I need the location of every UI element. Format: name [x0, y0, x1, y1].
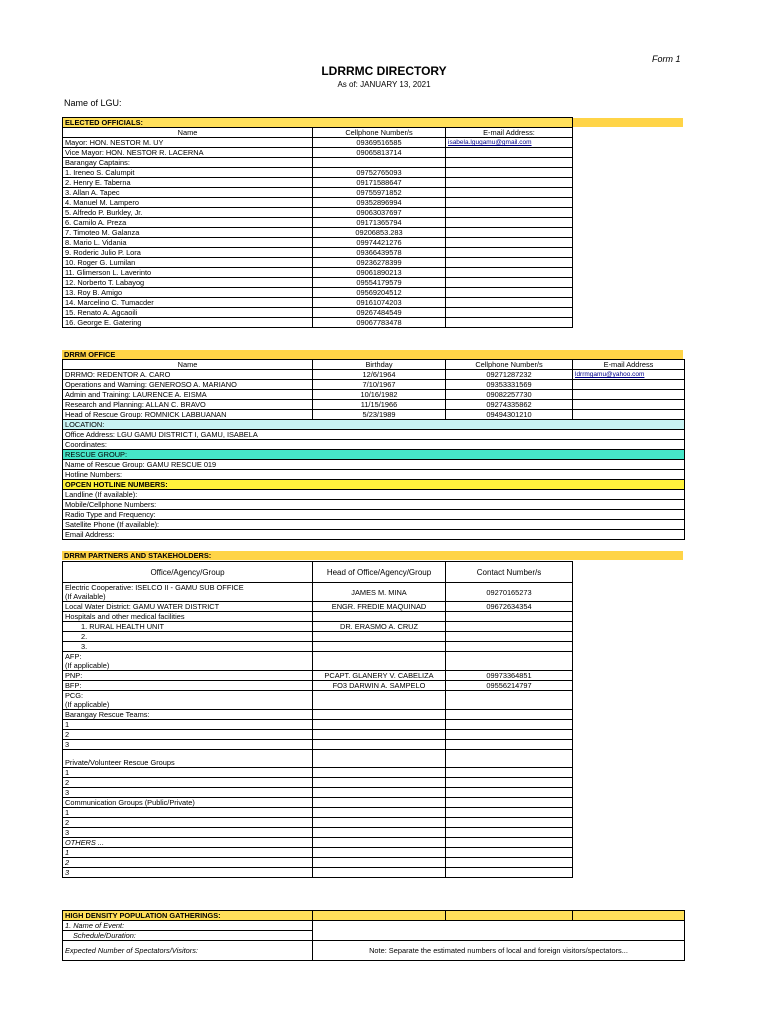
- official-cellphone: 09352896994: [313, 198, 446, 208]
- official-cellphone: [313, 158, 446, 168]
- list-item: 2: [63, 858, 313, 868]
- official-name: 3. Allan A. Tapec: [63, 188, 313, 198]
- section-header-drrm-office: DRRM OFFICE: [64, 350, 116, 359]
- electric-coop-contact: 09270165273: [446, 583, 573, 602]
- staff-email: [573, 390, 685, 400]
- official-email: [446, 288, 573, 298]
- column-header-birthday: Birthday: [313, 360, 446, 370]
- official-cellphone: 09755971852: [313, 188, 446, 198]
- official-email: [446, 158, 573, 168]
- staff-email: [573, 380, 685, 390]
- opcen-rows: [63, 490, 685, 540]
- table-row: [63, 208, 573, 218]
- official-name: Barangay Captains:: [63, 158, 313, 168]
- section-header-partners: DRRM PARTNERS AND STAKEHOLDERS:: [64, 551, 212, 560]
- rescue-group-name: Name of Rescue Group: GAMU RESCUE 019: [63, 460, 685, 470]
- official-email: [446, 318, 573, 328]
- others-label: OTHERS ...: [63, 838, 313, 848]
- official-cellphone: 09554179579: [313, 278, 446, 288]
- official-email: [446, 208, 573, 218]
- official-cellphone: 09067783478: [313, 318, 446, 328]
- form-number: Form 1: [652, 54, 681, 64]
- official-email: [446, 238, 573, 248]
- official-email: [446, 258, 573, 268]
- drrm-office-table: [62, 359, 685, 540]
- official-email: [446, 298, 573, 308]
- electric-coop-head: JAMES M. MINA: [313, 583, 446, 602]
- partners-table: [62, 561, 573, 878]
- table-row: [63, 288, 573, 298]
- official-name: 2. Henry E. Taberna: [63, 178, 313, 188]
- staff-cellphone: 09494301210: [446, 410, 573, 420]
- table-row: [63, 148, 573, 158]
- elected-rows: [63, 138, 573, 328]
- official-email: [446, 168, 573, 178]
- table-row: [63, 138, 573, 148]
- drrm-office-rows: [63, 370, 685, 420]
- staff-email: [573, 400, 685, 410]
- staff-email[interactable]: ldrrmgamu@yahoo.com: [573, 370, 685, 380]
- electric-coop-note: (If Available): [63, 592, 313, 602]
- bfp-label: BFP:: [63, 681, 313, 691]
- official-cellphone: 09063037697: [313, 208, 446, 218]
- opcen-field: Landline (If available):: [63, 490, 685, 500]
- official-cellphone: 09206853.283: [313, 228, 446, 238]
- list-item: 3: [63, 868, 313, 878]
- table-row: [63, 168, 573, 178]
- staff-name: Admin and Training: LAURENCE A. EISMA: [63, 390, 313, 400]
- official-name: 8. Mario L. Vidania: [63, 238, 313, 248]
- table-row: [63, 390, 685, 400]
- hospital-3: 3.: [63, 642, 313, 652]
- official-name: 7. Timoteo M. Galanza: [63, 228, 313, 238]
- column-header-office: Office/Agency/Group: [63, 562, 313, 583]
- list-item: 1: [63, 768, 313, 778]
- table-row: [63, 308, 573, 318]
- official-name: 10. Roger G. Lumilan: [63, 258, 313, 268]
- table-row: [63, 530, 685, 540]
- list-item: 2: [63, 730, 313, 740]
- official-email: [446, 178, 573, 188]
- table-row: [63, 510, 685, 520]
- staff-birthday: 7/10/1967: [313, 380, 446, 390]
- as-of-date: As of: JANUARY 13, 2021: [337, 80, 431, 89]
- table-row: [63, 158, 573, 168]
- official-name: 5. Alfredo P. Burkley, Jr.: [63, 208, 313, 218]
- staff-name: Operations and Warning: GENEROSO A. MARIANO: [63, 380, 313, 390]
- column-header-contact: Contact Number/s: [446, 562, 573, 583]
- water-district-contact: 09672634354: [446, 602, 573, 612]
- official-cellphone: 09369516585: [313, 138, 446, 148]
- barangay-rescue-label: Barangay Rescue Teams:: [63, 710, 313, 720]
- water-district-head: ENGR. FREDIE MAQUINAD: [313, 602, 446, 612]
- list-item: 3: [63, 740, 313, 750]
- opcen-header: OPCEN HOTLINE NUMBERS:: [63, 480, 685, 490]
- official-email: [446, 198, 573, 208]
- official-cellphone: 09171588647: [313, 178, 446, 188]
- staff-name: Research and Planning: ALLAN C. BRAVO: [63, 400, 313, 410]
- official-email: [446, 218, 573, 228]
- table-row: [63, 490, 685, 500]
- visitors-note: Note: Separate the estimated numbers of local and foreign visitors/spectators...: [313, 941, 685, 961]
- event-name-label: 1. Name of Event:: [63, 921, 313, 931]
- official-name: 13. Roy B. Amigo: [63, 288, 313, 298]
- staff-name: DRRMO: REDENTOR A. CARO: [63, 370, 313, 380]
- table-row: [63, 400, 685, 410]
- coordinates: Coordinates:: [63, 440, 685, 450]
- official-email: [446, 248, 573, 258]
- hospitals-label: Hospitals and other medical facilities: [63, 612, 313, 622]
- official-name: Vice Mayor: HON. NESTOR R. LACERNA: [63, 148, 313, 158]
- table-row: [63, 258, 573, 268]
- staff-cellphone: 09271287232: [446, 370, 573, 380]
- location-header: LOCATION:: [63, 420, 685, 430]
- hospital-1: 1. RURAL HEALTH UNIT: [63, 622, 313, 632]
- elected-officials-table: [62, 117, 573, 328]
- official-cellphone: 09236278399: [313, 258, 446, 268]
- column-header-cellphone: Cellphone Number/s: [446, 360, 573, 370]
- official-name: 6. Camilo A. Preza: [63, 218, 313, 228]
- pnp-head: PCAPT. GLANERY V. CABELIZA: [313, 671, 446, 681]
- staff-birthday: 12/6/1964: [313, 370, 446, 380]
- column-header-email: E-mail Address: [573, 360, 685, 370]
- afp-label: AFP:: [63, 652, 313, 662]
- column-header-email: E-mail Address:: [446, 128, 573, 138]
- table-row: [63, 178, 573, 188]
- hospital-2: 2.: [63, 632, 313, 642]
- section-band: [571, 118, 683, 127]
- schedule-label: Schedule/Duration:: [63, 931, 313, 941]
- official-email: [446, 268, 573, 278]
- official-cellphone: 09161074203: [313, 298, 446, 308]
- column-header-name: Name: [63, 360, 313, 370]
- table-row: [63, 370, 685, 380]
- column-header-name: Name: [63, 128, 313, 138]
- official-cellphone: 09752765093: [313, 168, 446, 178]
- official-email: [446, 228, 573, 238]
- list-item: 3: [63, 788, 313, 798]
- official-email: [446, 278, 573, 288]
- staff-birthday: 11/15/1966: [313, 400, 446, 410]
- hotline-numbers: Hotline Numbers:: [63, 470, 685, 480]
- list-item: 2: [63, 818, 313, 828]
- list-item: 3: [63, 828, 313, 838]
- table-row: [63, 318, 573, 328]
- bfp-contact: 09556214797: [446, 681, 573, 691]
- afp-note: (If applicable): [63, 661, 313, 671]
- staff-birthday: 5/23/1989: [313, 410, 446, 420]
- opcen-field: Satellite Phone (If available):: [63, 520, 685, 530]
- staff-cellphone: 09082257730: [446, 390, 573, 400]
- pnp-contact: 09973364851: [446, 671, 573, 681]
- staff-email: [573, 410, 685, 420]
- table-row: [63, 278, 573, 288]
- bfp-head: FO3 DARWIN A. SAMPELO: [313, 681, 446, 691]
- table-row: [63, 218, 573, 228]
- opcen-field: Mobile/Cellphone Numbers:: [63, 500, 685, 510]
- electric-coop-label: Electric Cooperative: ISELCO II - GAMU SUB OFFICE: [63, 583, 313, 593]
- list-item: 1: [63, 808, 313, 818]
- official-name: 12. Norberto T. Labayog: [63, 278, 313, 288]
- page-title: LDRRMC DIRECTORY: [321, 64, 447, 78]
- table-row: [63, 198, 573, 208]
- table-row: [63, 500, 685, 510]
- gatherings-table: [62, 910, 685, 961]
- staff-name: Head of Rescue Group: ROMNICK LABBUANAN: [63, 410, 313, 420]
- section-header-elected: ELECTED OFFICIALS:: [63, 118, 573, 128]
- official-email[interactable]: isabela.lgugamu@gmail.com: [446, 138, 573, 148]
- table-row: [63, 188, 573, 198]
- pcg-label: PCG:: [63, 691, 313, 701]
- staff-cellphone: 09274335862: [446, 400, 573, 410]
- official-name: 14. Marcelino C. Tumacder: [63, 298, 313, 308]
- section-header-gatherings: HIGH DENSITY POPULATION GATHERINGS:: [63, 911, 313, 921]
- column-header-head: Head of Office/Agency/Group: [313, 562, 446, 583]
- official-cellphone: 09065813714: [313, 148, 446, 158]
- official-name: Mayor: HON. NESTOR M. UY: [63, 138, 313, 148]
- table-row: [63, 298, 573, 308]
- table-row: [63, 248, 573, 258]
- rescue-group-header: RESCUE GROUP:: [63, 450, 685, 460]
- table-row: [63, 380, 685, 390]
- official-name: 4. Manuel M. Lampero: [63, 198, 313, 208]
- pnp-label: PNP:: [63, 671, 313, 681]
- table-row: [63, 410, 685, 420]
- opcen-field: Email Address:: [63, 530, 685, 540]
- water-district-label: Local Water District: GAMU WATER DISTRICT: [63, 602, 313, 612]
- official-email: [446, 308, 573, 318]
- hospital-1-head: DR. ERASMO A. CRUZ: [313, 622, 446, 632]
- expected-spectators-label: Expected Number of Spectators/Visitors:: [63, 941, 313, 961]
- official-name: 15. Renato A. Agcaoili: [63, 308, 313, 318]
- list-item: 1: [63, 848, 313, 858]
- official-cellphone: 09569204512: [313, 288, 446, 298]
- official-name: 9. Roderic Julio P. Lora: [63, 248, 313, 258]
- office-address: Office Address: LGU GAMU DISTRICT I, GAMU, ISABELA: [63, 430, 685, 440]
- staff-birthday: 10/16/1982: [313, 390, 446, 400]
- official-name: 1. Ireneo S. Calumpit: [63, 168, 313, 178]
- official-email: [446, 188, 573, 198]
- comm-groups-label: Communication Groups (Public/Private): [63, 798, 313, 808]
- list-item: 2: [63, 778, 313, 788]
- official-email: [446, 148, 573, 158]
- list-item: 1: [63, 720, 313, 730]
- opcen-field: Radio Type and Frequency:: [63, 510, 685, 520]
- official-cellphone: 09974421276: [313, 238, 446, 248]
- official-cellphone: 09366439578: [313, 248, 446, 258]
- official-cellphone: 09171365794: [313, 218, 446, 228]
- table-row: [63, 238, 573, 248]
- official-name: 16. George E. Gatering: [63, 318, 313, 328]
- pcg-note: (If applicable): [63, 700, 313, 710]
- section-band: [62, 350, 683, 359]
- table-row: [63, 228, 573, 238]
- table-row: [63, 520, 685, 530]
- private-groups-label: Private/Volunteer Rescue Groups: [63, 750, 313, 768]
- table-row: [63, 268, 573, 278]
- official-cellphone: 09061890213: [313, 268, 446, 278]
- staff-cellphone: 09353331569: [446, 380, 573, 390]
- official-name: 11. Glimerson L. Laverinto: [63, 268, 313, 278]
- lgu-label: Name of LGU:: [64, 98, 122, 108]
- column-header-cellphone: Cellphone Number/s: [313, 128, 446, 138]
- official-cellphone: 09267484549: [313, 308, 446, 318]
